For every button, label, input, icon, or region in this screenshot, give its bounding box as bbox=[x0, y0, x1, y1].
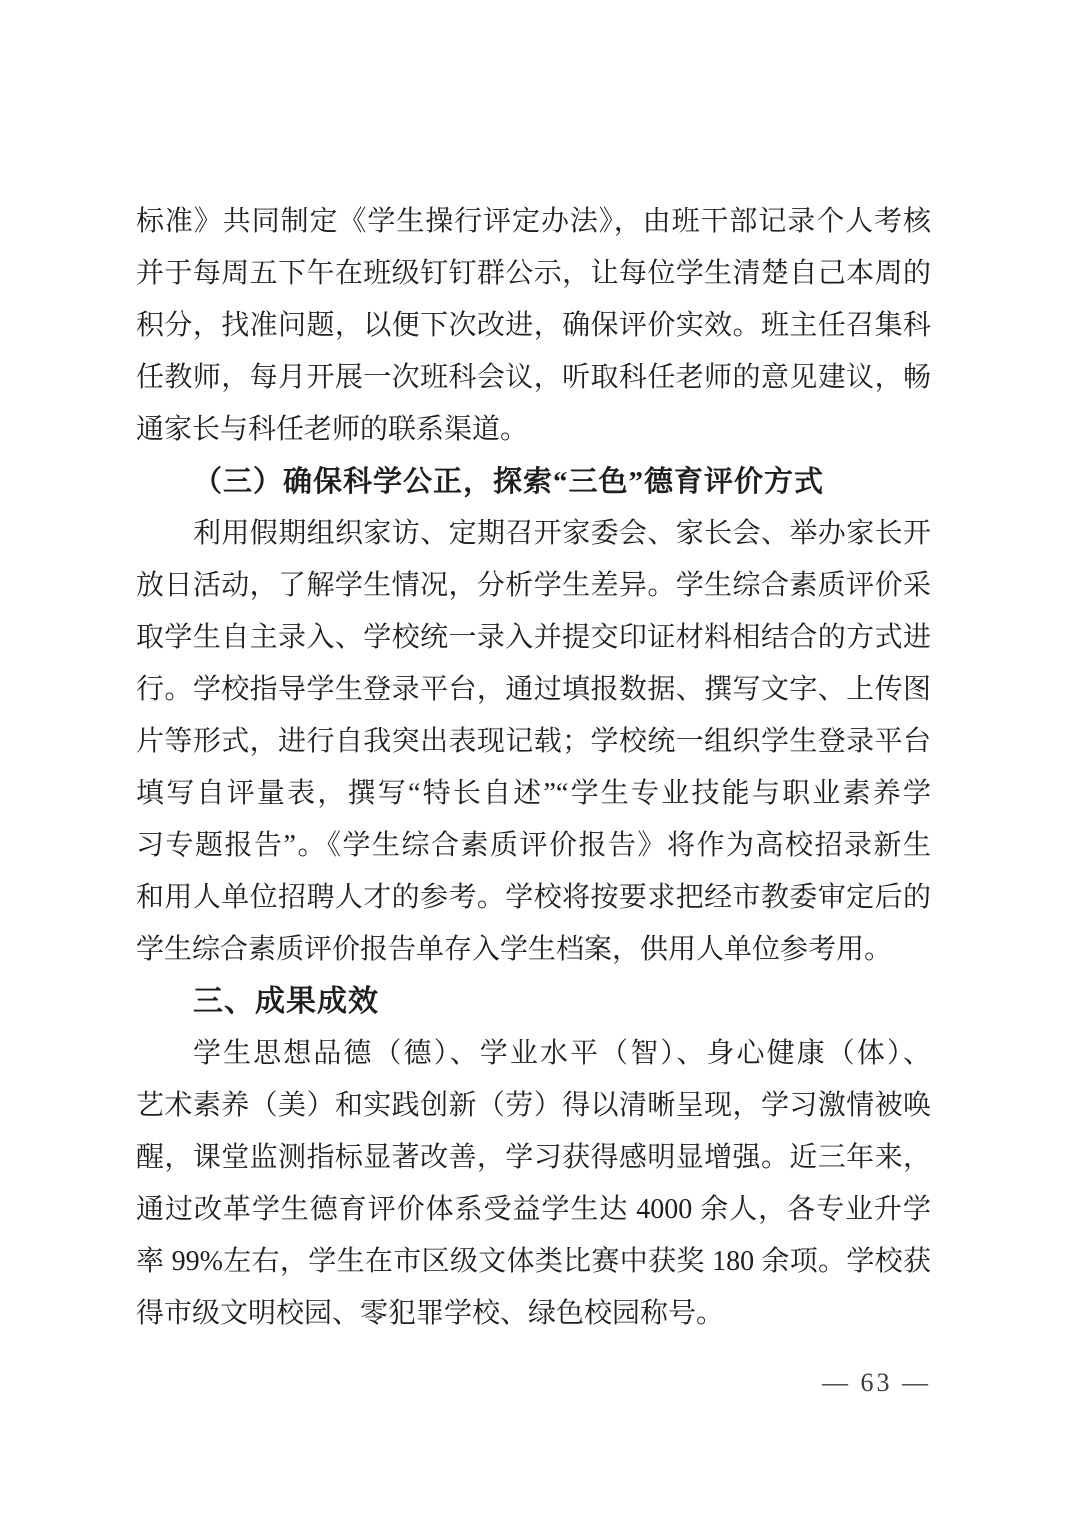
section bbox=[136, 976, 931, 1028]
body-line: 学生思想品德（德）、学业水平（智）、身心健康（体）、 bbox=[193, 1038, 931, 1069]
body-line: 标准》共同制定《学生操行评定办法》，由班干部记录个人考核 bbox=[136, 206, 931, 237]
page-number: — 63 — bbox=[822, 1368, 931, 1397]
body-line: 艺术素养（美）和实践创新（劳）得以清晰呈现，学习激情被唤 bbox=[136, 1090, 931, 1121]
body-line: 任教师，每月开展一次班科会议，听取科任老师的意见建议，畅 bbox=[136, 362, 931, 393]
body-line: 和用人单位招聘人才的参考。学校将按要求把经市教委审定后的 bbox=[136, 882, 931, 913]
body-line: 填写自评量表，撰写“特长自述”“学生专业技能与职业素养学 bbox=[136, 778, 931, 809]
body-line: 并于每周五下午在班级钉钉群公示，让每位学生清楚自己本周的 bbox=[136, 258, 931, 289]
paragraph bbox=[136, 508, 931, 976]
paragraph-continuation bbox=[136, 196, 931, 456]
body-line: 利用假期组织家访、定期召开家委会、家长会、举办家长开 bbox=[193, 518, 931, 549]
subsection-heading: （三）确保科学公正，探索“三色”德育评价方式 bbox=[193, 466, 825, 498]
body-line: 放日活动，了解学生情况，分析学生差异。学生综合素质评价采 bbox=[136, 570, 931, 601]
section-heading: 三、成果成效 bbox=[193, 985, 379, 1018]
body-line: 通过改革学生德育评价体系受益学生达 4000 余人，各专业升学 bbox=[136, 1194, 931, 1225]
paragraph bbox=[136, 1028, 931, 1340]
body-line: 行。学校指导学生登录平台，通过填报数据、撰写文字、上传图 bbox=[136, 674, 931, 705]
subsection bbox=[136, 456, 931, 508]
body-line: 得市级文明校园、零犯罪学校、绿色校园称号。 bbox=[136, 1298, 725, 1329]
body-line: 取学生自主录入、学校统一录入并提交印证材料相结合的方式进 bbox=[136, 622, 931, 653]
body-line: 醒，课堂监测指标显著改善，学习获得感明显增强。近三年来， bbox=[136, 1142, 931, 1173]
body-line: 积分，找准问题，以便下次改进，确保评价实效。班主任召集科 bbox=[136, 310, 931, 341]
body-line: 片等形式，进行自我突出表现记载；学校统一组织学生登录平台 bbox=[136, 726, 931, 757]
body-line: 率 99%左右，学生在市区级文体类比赛中获奖 180 余项。学校获 bbox=[136, 1246, 931, 1277]
body-line: 习专题报告”。《学生综合素质评价报告》将作为高校招录新生 bbox=[136, 830, 931, 861]
body-line: 通家长与科任老师的联系渠道。 bbox=[136, 414, 529, 445]
body-line: 学生综合素质评价报告单存入学生档案，供用人单位参考用。 bbox=[136, 934, 893, 965]
